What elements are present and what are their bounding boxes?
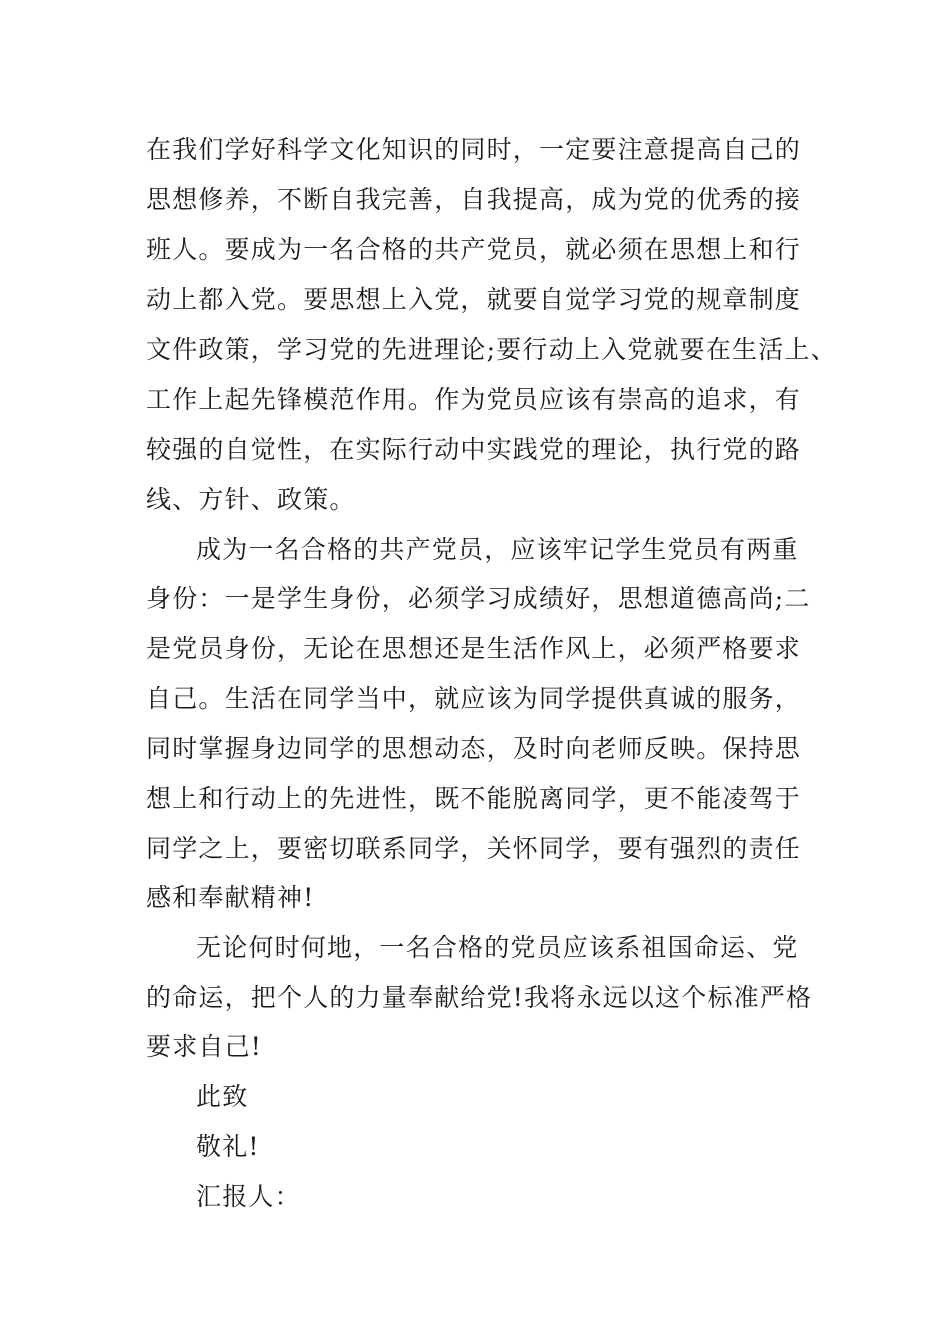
paragraph-1-line-6: 工作上起先锋模范作用。作为党员应该有崇高的追求，有: [146, 385, 802, 414]
paragraph-2-line-4: 自己。生活在同学当中，就应该为同学提供真诚的服务，: [146, 684, 802, 713]
paragraph-3-line-3: 要求自己!: [146, 1032, 263, 1061]
paragraph-2-line-8: 感和奉献精神!: [146, 883, 315, 912]
paragraph-1-line-7: 较强的自觉性，在实际行动中实践党的理论，执行党的路: [146, 435, 802, 464]
paragraph-2-line-7: 同学之上，要密切联系同学，关怀同学，要有强烈的责任: [146, 834, 802, 863]
paragraph-1-line-5: 文件政策，学习党的先进理论;要行动上入党就要在生活上、: [146, 335, 837, 364]
paragraph-1-line-8: 线、方针、政策。: [146, 485, 356, 514]
closing-salutation-2: 敬礼!: [196, 1132, 260, 1161]
reporter-label: 汇报人：: [196, 1182, 301, 1211]
closing-salutation-1: 此致: [196, 1082, 249, 1111]
paragraph-2-line-1: 成为一名合格的共产党员，应该牢记学生党员有两重: [196, 535, 799, 564]
paragraph-2-line-5: 同时掌握身边同学的思想动态，及时向老师反映。保持思: [146, 734, 802, 763]
paragraph-3-line-2: 的命运，把个人的力量奉献给党!我将永远以这个标准严格: [146, 983, 813, 1012]
paragraph-1-line-1: 在我们学好科学文化知识的同时，一定要注意提高自己的: [146, 135, 802, 164]
paragraph-3-line-1: 无论何时何地，一名合格的党员应该系祖国命运、党: [196, 933, 799, 962]
paragraph-1-line-4: 动上都入党。要思想上入党，就要自觉学习党的规章制度: [146, 285, 802, 314]
paragraph-2-line-3: 是党员身份，无论在思想还是生活作风上，必须严格要求: [146, 634, 802, 663]
paragraph-1-line-2: 思想修养，不断自我完善，自我提高，成为党的优秀的接: [146, 185, 802, 214]
paragraph-2-line-6: 想上和行动上的先进性，既不能脱离同学，更不能凌驾于: [146, 784, 802, 813]
paragraph-2-line-2: 身份：一是学生身份，必须学习成绩好，思想道德高尚;二: [146, 584, 811, 613]
paragraph-1-line-3: 班人。要成为一名合格的共产党员，就必须在思想上和行: [146, 235, 802, 264]
